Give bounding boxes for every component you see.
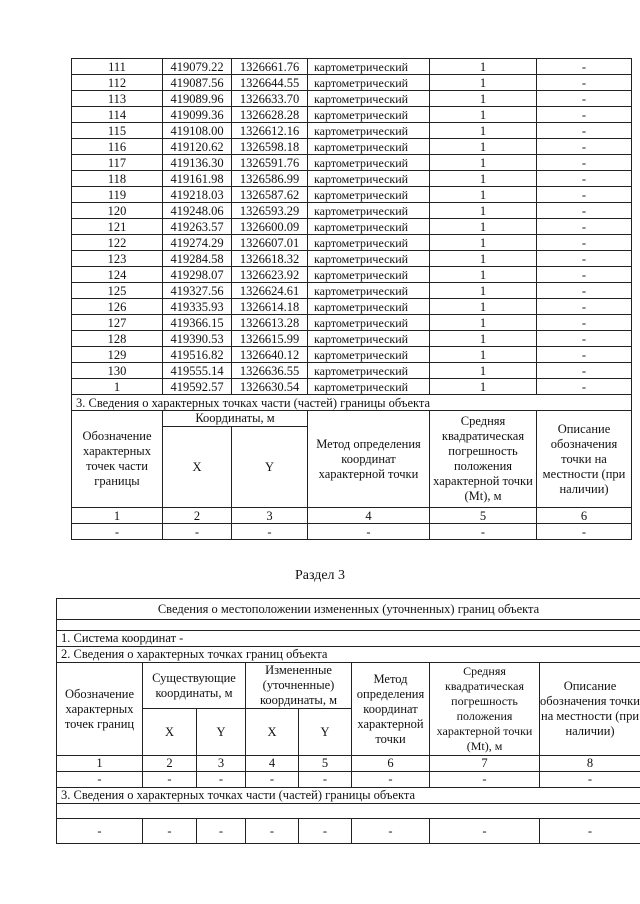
table2-title: Сведения о местоположении измененных (уточненных) границ объекта [57, 599, 640, 620]
method: картометрический [308, 155, 430, 171]
header2-existing: Существующие координаты, м [143, 663, 246, 709]
header2-mse: Средняя квадратическая погрешность положения характерной точки (Mt), м [430, 663, 540, 756]
coord-x: 419079.22 [163, 59, 232, 75]
coord-x: 419108.00 [163, 123, 232, 139]
section3-title: 3. Сведения о характерных точках части (частей) границы объекта [72, 395, 632, 411]
mse-value: 1 [430, 379, 537, 395]
header2-changed: Измененные (уточненные) координаты, м [246, 663, 352, 709]
mse-value: 1 [430, 315, 537, 331]
method: картометрический [308, 139, 430, 155]
header-designation: Обозначение характерных точек части границы [72, 411, 163, 508]
coord-x: 419099.36 [163, 107, 232, 123]
table-row [72, 267, 632, 283]
col-number: 6 [352, 756, 430, 772]
mse-value: 1 [430, 107, 537, 123]
table-row [72, 187, 632, 203]
table-row [72, 315, 632, 331]
description: - [537, 139, 632, 155]
header-method: Метод определения координат характерной точки [308, 411, 430, 508]
coord-y: 1326636.55 [232, 363, 308, 379]
description: - [537, 123, 632, 139]
method: картометрический [308, 299, 430, 315]
header2-description: Описание обозначения точки на местности (при наличии) [540, 663, 640, 756]
table-row [72, 235, 632, 251]
dash-cell: - [163, 524, 232, 540]
col-number: 7 [430, 756, 540, 772]
method: картометрический [308, 347, 430, 363]
table-row [72, 59, 632, 75]
coord-y: 1326615.99 [232, 331, 308, 347]
description: - [537, 363, 632, 379]
coord-x: 419390.53 [163, 331, 232, 347]
point-number: 115 [72, 123, 163, 139]
blank-row [57, 804, 640, 819]
coord-x: 419592.57 [163, 379, 232, 395]
dash-cell: - [143, 819, 197, 844]
section3-title-2: 3. Сведения о характерных точках части (частей) границы объекта [57, 788, 640, 804]
coord-y: 1326623.92 [232, 267, 308, 283]
point-number: 122 [72, 235, 163, 251]
dash-cell: - [232, 524, 308, 540]
coord-x: 419274.29 [163, 235, 232, 251]
coord-x: 419161.98 [163, 171, 232, 187]
description: - [537, 299, 632, 315]
point-number: 125 [72, 283, 163, 299]
method: картометрический [308, 171, 430, 187]
coord-x: 419087.56 [163, 75, 232, 91]
header-mse: Средняя квадратическая погрешность положения характерной точки (Mt), м [430, 411, 537, 508]
dash-cell: - [299, 772, 352, 788]
description: - [537, 347, 632, 363]
coord-y: 1326607.01 [232, 235, 308, 251]
point-number: 120 [72, 203, 163, 219]
mse-value: 1 [430, 91, 537, 107]
coord-y: 1326600.09 [232, 219, 308, 235]
mse-value: 1 [430, 219, 537, 235]
dash-cell: - [430, 819, 540, 844]
table-row [72, 299, 632, 315]
coord-x: 419263.57 [163, 219, 232, 235]
table-row [72, 219, 632, 235]
section2-title: 2. Сведения о характерных точках границ объекта [57, 647, 640, 663]
table-row [72, 91, 632, 107]
header2-y-changed: Y [299, 709, 352, 756]
description: - [537, 235, 632, 251]
col-number: 4 [308, 508, 430, 524]
method: картометрический [308, 379, 430, 395]
col-number: 2 [163, 508, 232, 524]
point-number: 124 [72, 267, 163, 283]
table-row [72, 203, 632, 219]
method: картометрический [308, 283, 430, 299]
point-number: 116 [72, 139, 163, 155]
description: - [537, 187, 632, 203]
mse-value: 1 [430, 331, 537, 347]
changed-boundaries-table [56, 598, 640, 844]
dash-cell: - [540, 819, 640, 844]
point-number: 113 [72, 91, 163, 107]
blank-row [57, 620, 640, 631]
method: картометрический [308, 59, 430, 75]
point-number: 126 [72, 299, 163, 315]
mse-value: 1 [430, 203, 537, 219]
boundary-points-body [72, 59, 632, 395]
header2-x-existing: X [143, 709, 197, 756]
point-number: 117 [72, 155, 163, 171]
description: - [537, 107, 632, 123]
column-number-row [72, 508, 632, 524]
coord-y: 1326661.76 [232, 59, 308, 75]
coord-y: 1326614.18 [232, 299, 308, 315]
method: картометрический [308, 267, 430, 283]
method: картометрический [308, 75, 430, 91]
coord-y: 1326586.99 [232, 171, 308, 187]
dash-cell: - [72, 524, 163, 540]
col-number: 5 [299, 756, 352, 772]
point-number: 1 [72, 379, 163, 395]
section-heading: Раздел 3 [294, 568, 346, 583]
section3-title-row [72, 395, 632, 411]
method: картометрический [308, 363, 430, 379]
coord-x: 419516.82 [163, 347, 232, 363]
col-number: 6 [537, 508, 632, 524]
col-number: 5 [430, 508, 537, 524]
col-number: 2 [143, 756, 197, 772]
coord-y: 1326628.28 [232, 107, 308, 123]
description: - [537, 155, 632, 171]
mse-value: 1 [430, 171, 537, 187]
coord-x: 419136.30 [163, 155, 232, 171]
mse-value: 1 [430, 155, 537, 171]
table-row [72, 363, 632, 379]
boundary-points-table [71, 58, 632, 540]
header-x: X [163, 427, 232, 508]
coord-x: 419284.58 [163, 251, 232, 267]
coord-y: 1326613.28 [232, 315, 308, 331]
mse-value: 1 [430, 59, 537, 75]
column-number-row-2 [57, 756, 640, 772]
coord-y: 1326633.70 [232, 91, 308, 107]
dash-cell: - [197, 819, 246, 844]
coord-x: 419555.14 [163, 363, 232, 379]
dash-cell: - [246, 772, 299, 788]
description: - [537, 219, 632, 235]
coord-x: 419298.07 [163, 267, 232, 283]
description: - [537, 331, 632, 347]
method: картометрический [308, 251, 430, 267]
description: - [537, 251, 632, 267]
header2-method: Метод определения координат характерной точки [352, 663, 430, 756]
header-coordinates: Координаты, м [163, 411, 308, 427]
last-dash-row [57, 819, 640, 844]
table-row [72, 347, 632, 363]
table-row [72, 251, 632, 267]
description: - [537, 75, 632, 91]
dash-cell: - [352, 819, 430, 844]
coord-y: 1326624.61 [232, 283, 308, 299]
coord-x: 419327.56 [163, 283, 232, 299]
coord-y: 1326591.76 [232, 155, 308, 171]
table-row [72, 379, 632, 395]
table-row [72, 107, 632, 123]
point-number: 129 [72, 347, 163, 363]
header2-y-existing: Y [197, 709, 246, 756]
method: картометрический [308, 123, 430, 139]
table-row [72, 139, 632, 155]
method: картометрический [308, 315, 430, 331]
col-number: 8 [540, 756, 640, 772]
dash-cell: - [299, 819, 352, 844]
col-number: 1 [72, 508, 163, 524]
coord-x: 419366.15 [163, 315, 232, 331]
mse-value: 1 [430, 75, 537, 91]
description: - [537, 171, 632, 187]
mse-value: 1 [430, 235, 537, 251]
method: картометрический [308, 235, 430, 251]
method: картометрический [308, 219, 430, 235]
col-number: 1 [57, 756, 143, 772]
header-description: Описание обозначения точки на местности (при наличии) [537, 411, 632, 508]
point-number: 128 [72, 331, 163, 347]
dash-cell: - [430, 524, 537, 540]
dash-cell: - [246, 819, 299, 844]
coord-y: 1326644.55 [232, 75, 308, 91]
dash-cell: - [57, 819, 143, 844]
dash-cell: - [540, 772, 640, 788]
point-number: 111 [72, 59, 163, 75]
coord-x: 419218.03 [163, 187, 232, 203]
description: - [537, 283, 632, 299]
coord-y: 1326587.62 [232, 187, 308, 203]
method: картометрический [308, 107, 430, 123]
dash-cell: - [430, 772, 540, 788]
mse-value: 1 [430, 267, 537, 283]
coord-x: 419120.62 [163, 139, 232, 155]
point-number: 130 [72, 363, 163, 379]
header-y: Y [232, 427, 308, 508]
description: - [537, 91, 632, 107]
dash-cell: - [308, 524, 430, 540]
table-row [72, 171, 632, 187]
header2-x-changed: X [246, 709, 299, 756]
coord-y: 1326640.12 [232, 347, 308, 363]
coord-x: 419089.96 [163, 91, 232, 107]
dash-cell: - [197, 772, 246, 788]
method: картометрический [308, 331, 430, 347]
description: - [537, 379, 632, 395]
description: - [537, 59, 632, 75]
table-row [72, 75, 632, 91]
table-row [72, 155, 632, 171]
mse-value: 1 [430, 283, 537, 299]
table-row [72, 283, 632, 299]
dash-cell: - [352, 772, 430, 788]
method: картометрический [308, 203, 430, 219]
table-row [72, 123, 632, 139]
point-number: 114 [72, 107, 163, 123]
point-number: 112 [72, 75, 163, 91]
dash-cell: - [143, 772, 197, 788]
coord-x: 419335.93 [163, 299, 232, 315]
mse-value: 1 [430, 123, 537, 139]
description: - [537, 203, 632, 219]
empty-dash-row-2 [57, 772, 640, 788]
empty-dash-row [72, 524, 632, 540]
method: картометрический [308, 91, 430, 107]
point-number: 127 [72, 315, 163, 331]
description: - [537, 267, 632, 283]
mse-value: 1 [430, 299, 537, 315]
col-number: 3 [197, 756, 246, 772]
table-row [72, 331, 632, 347]
mse-value: 1 [430, 363, 537, 379]
point-number: 123 [72, 251, 163, 267]
method: картометрический [308, 187, 430, 203]
coord-y: 1326598.18 [232, 139, 308, 155]
header2-designation: Обозначение характерных точек границ [57, 663, 143, 756]
point-number: 119 [72, 187, 163, 203]
coord-y: 1326630.54 [232, 379, 308, 395]
coord-system: 1. Система координат - [57, 631, 640, 647]
coord-y: 1326612.16 [232, 123, 308, 139]
mse-value: 1 [430, 187, 537, 203]
mse-value: 1 [430, 347, 537, 363]
col-number: 4 [246, 756, 299, 772]
col-number: 3 [232, 508, 308, 524]
point-number: 118 [72, 171, 163, 187]
description: - [537, 315, 632, 331]
coord-y: 1326593.29 [232, 203, 308, 219]
mse-value: 1 [430, 251, 537, 267]
dash-cell: - [537, 524, 632, 540]
mse-value: 1 [430, 139, 537, 155]
dash-cell: - [57, 772, 143, 788]
coord-x: 419248.06 [163, 203, 232, 219]
point-number: 121 [72, 219, 163, 235]
coord-y: 1326618.32 [232, 251, 308, 267]
